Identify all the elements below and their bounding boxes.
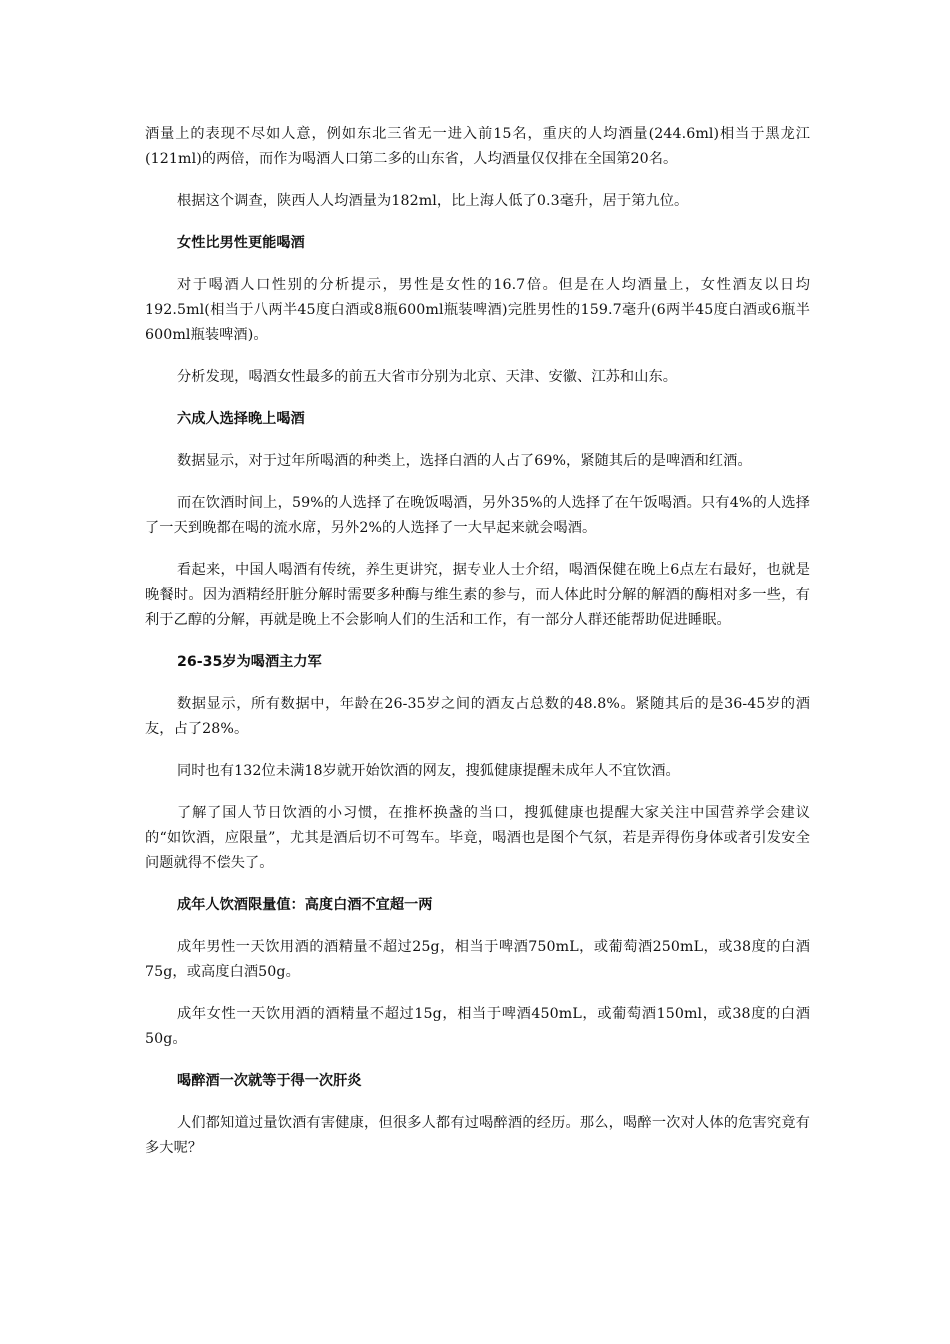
paragraph-female-limit: 成年女性一天饮用酒的酒精量不超过15g，相当于啤酒450mL，或葡萄酒150ml，或38度的白酒50g。 [145, 1006, 810, 1047]
section-heading-evening: 六成人选择晚上喝酒 [177, 411, 305, 427]
paragraph-male-limit: 成年男性一天饮用酒的酒精量不超过25g，相当于啤酒750mL，或葡萄酒250mL，或38度的白酒75g，或高度白酒50g。 [145, 939, 810, 980]
paragraph-minors: 同时也有132位未满18岁就开始饮酒的网友，搜狐健康提醒未成年人不宜饮酒。 [177, 763, 680, 779]
paragraph-time: 而在饮酒时间上，59%的人选择了在晚饭喝酒，另外35%的人选择了在午饭喝酒。只有4%的人选择了一天到晚都在喝的流水席，另外2%的人选择了一大早起来就会喝酒。 [145, 495, 810, 536]
section-heading-hepatitis: 喝醉酒一次就等于得一次肝炎 [177, 1073, 362, 1089]
paragraph-advice: 了解了国人节日饮酒的小习惯，在推杯换盏的当口，搜狐健康也提醒大家关注中国营养学会建议的“如饮酒，应限量”，尤其是酒后切不可驾车。毕竟，喝酒也是图个气氛，若是弄得伤身体或者引发安全问题就得不偿失了。 [145, 805, 810, 871]
paragraph-drunk: 人们都知道过量饮酒有害健康，但很多人都有过喝醉酒的经历。那么，喝醉一次对人体的危害究竟有多大呢？ [145, 1115, 810, 1156]
paragraph-intro: 酒量上的表现不尽如人意，例如东北三省无一进入前15名，重庆的人均酒量(244.6ml)相当于黑龙江(121ml)的两倍，而作为喝酒人口第二多的山东省，人均酒量仅仅排在全国第20名。 [145, 126, 810, 167]
section-heading-limits: 成年人饮酒限量值：高度白酒不宜超一两 [177, 897, 433, 913]
paragraph-gender: 对于喝酒人口性别的分析提示，男性是女性的16.7倍。但是在人均酒量上，女性酒友以日均192.5ml(相当于八两半45度白酒或8瓶600ml瓶装啤酒)完胜男性的159.7毫升(6两半45度白酒或6瓶半600ml瓶装啤酒)。 [145, 277, 810, 343]
paragraph-age-data: 数据显示，所有数据中，年龄在26-35岁之间的酒友占总数的48.8%。紧随其后的是36-45岁的酒友，占了28%。 [145, 696, 810, 737]
paragraph-provinces: 分析发现，喝酒女性最多的前五大省市分别为北京、天津、安徽、江苏和山东。 [177, 369, 678, 385]
paragraph-types: 数据显示，对于过年所喝酒的种类上，选择白酒的人占了69%，紧随其后的是啤酒和红酒。 [177, 453, 752, 469]
article-body [145, 122, 810, 1161]
section-heading-women: 女性比男性更能喝酒 [177, 235, 305, 251]
paragraph-shaanxi: 根据这个调查，陕西人人均酒量为182ml，比上海人低了0.3毫升，居于第九位。 [177, 193, 689, 209]
paragraph-health: 看起来，中国人喝酒有传统，养生更讲究，据专业人士介绍，喝酒保健在晚上6点左右最好，也就是晚餐时。因为酒精经肝脏分解时需要多种酶与维生素的参与，而人体此时分解的解酒的酶相对多一些，有利于乙醇的分解，再就是晚上不会影响人们的生活和工作，有一部分人群还能帮助促进睡眠。 [145, 562, 810, 628]
section-heading-age: 26-35岁为喝酒主力军 [177, 654, 322, 670]
